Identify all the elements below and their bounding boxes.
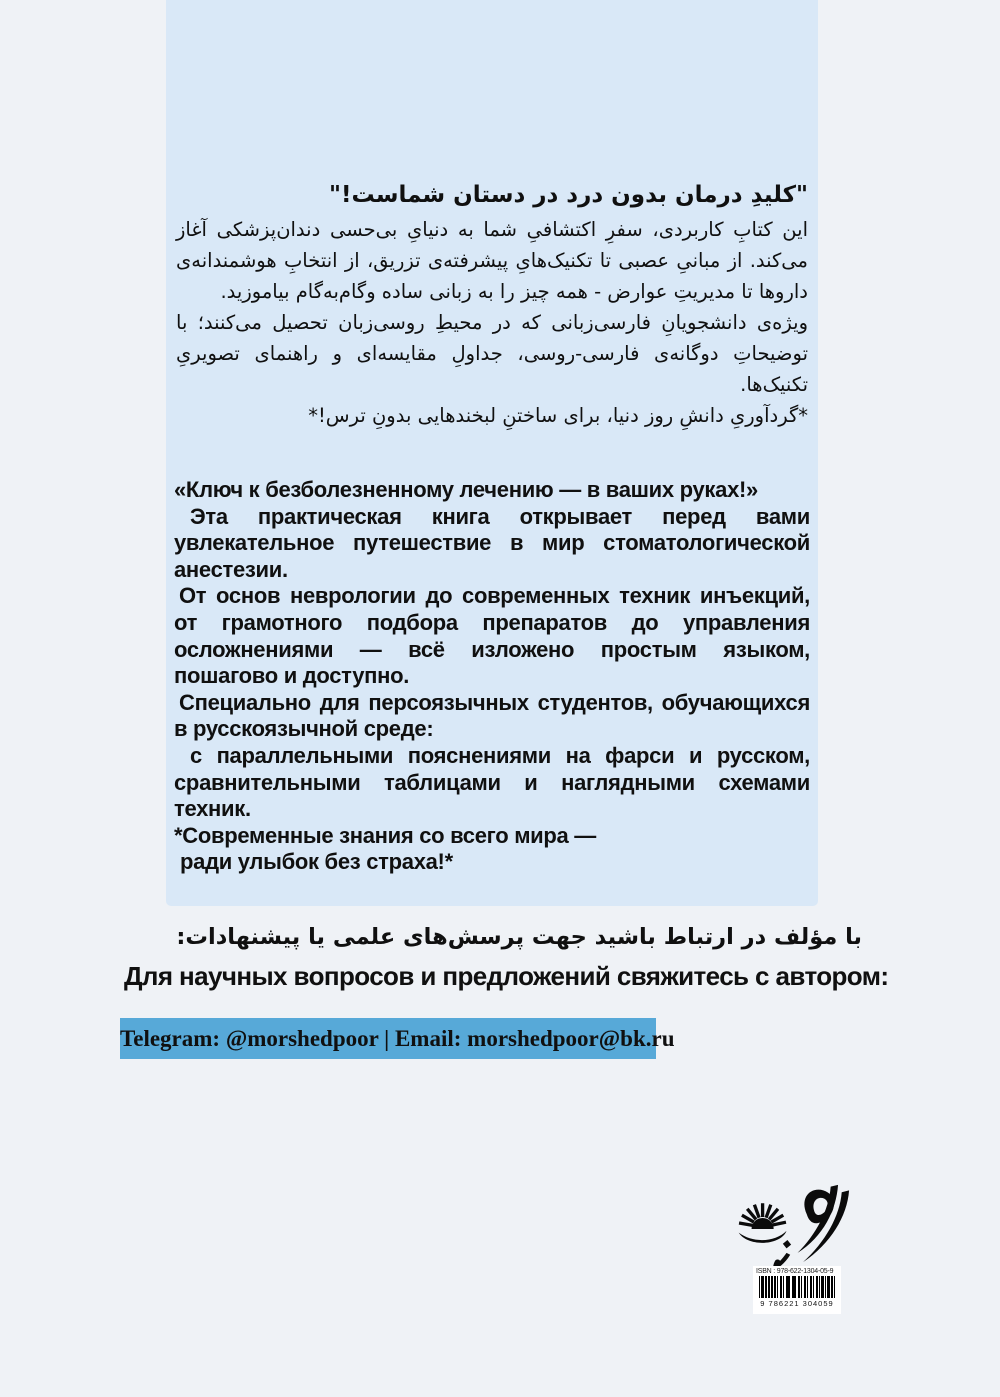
- russian-contact-line: Для научных вопросов и предложений свяжитесь с автором:: [124, 961, 889, 991]
- isbn-label: ISBN : 978-622-1304-05-9: [756, 1268, 834, 1275]
- russian-paragraph: с параллельными пояснениями на фарси и русском, сравнительными таблицами и наглядными схемами техник.: [174, 742, 810, 822]
- blurb-panel: [166, 0, 818, 906]
- persian-title: "کلیدِ درمان بدون درد در دستان شماست!": [329, 182, 808, 208]
- persian-paragraph: این کتابِ کاربردی، سفرِ اکتشافیِ شما به دنیایِ بی‌حسی دندان‌پزشکی آغاز می‌کند. از مبانیِ عصبی تا تکنیک‌هایِ پیشرفته‌ی تزریق، از انتخابِ هوشمندانه‌ی داروها تا مدیریتِ عوارض - همه چیز را به زبانی ساده وگام‌به‌گام بیاموزید.: [176, 218, 808, 303]
- russian-paragraph: От основ неврологии до современных техник инъекций, от грамотного подбора препаратов до управления осложнениями — всё изложено простым языком, пошагово и доступно.: [174, 583, 810, 689]
- persian-paragraph: ویژه‌ی دانشجویانِ فارسی‌زبانی که در محیطِ روسی‌زبان تحصیل می‌کنند؛ با توضیحاتِ دوگانه‌ی فارسی-روسی، جداولِ مقایسه‌ای و راهنمای تصویریِ تکنیک‌ها.: [176, 311, 808, 396]
- persian-blurb: [176, 180, 808, 431]
- russian-heading: «Ключ к безболезненному лечению — в ваших руках!»: [174, 477, 758, 502]
- russian-tagline-line: ради улыбок без страха!*: [180, 849, 453, 875]
- russian-tagline-line: *Современные знания со всего мира —: [174, 822, 596, 848]
- barcode: [759, 1276, 835, 1298]
- russian-blurb: [174, 477, 810, 876]
- contact-bar: Telegram: @morshedpoor | Email: morshedpoor@bk.ru: [120, 1018, 656, 1059]
- barcode-digits: 9 786221 304059: [760, 1299, 834, 1308]
- russian-paragraph: Специально для персоязычных студентов, обучающихся в русскоязычной среде:: [174, 689, 810, 742]
- persian-contact-line: با مؤلف در ارتباط باشید جهت پرسش‌های علمی یا پیشنهادات:: [176, 924, 862, 950]
- mehrab-calligraphy-sunburst-icon: [735, 1183, 873, 1275]
- russian-paragraph: Эта практическая книга открывает перед вами увлекательное путешествие в мир стоматологической анестезии.: [174, 503, 810, 582]
- publisher-logo: [735, 1183, 873, 1275]
- isbn-barcode-block: [753, 1266, 841, 1314]
- persian-tagline: *گردآوریِ دانشِ روز دنیا، برای ساختنِ لبخندهایی بدونِ ترس!*: [308, 404, 808, 427]
